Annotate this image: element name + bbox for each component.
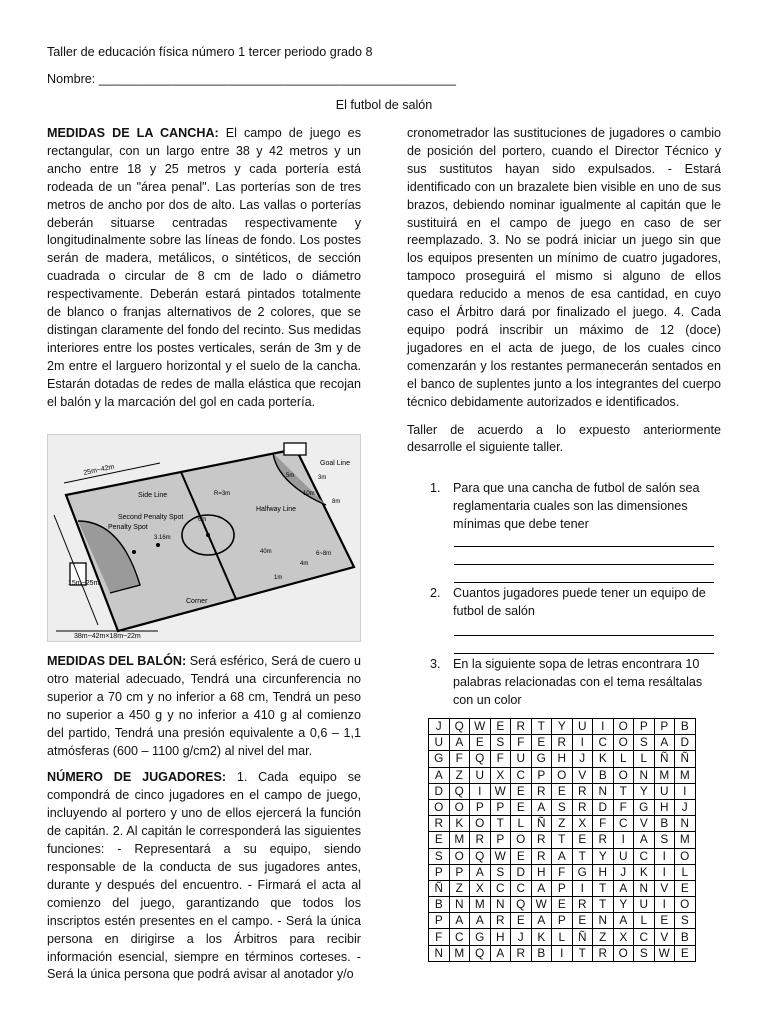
word-search-cell[interactable]: Ñ <box>531 816 552 832</box>
word-search-cell[interactable]: N <box>449 897 470 913</box>
word-search-cell[interactable]: B <box>675 929 696 945</box>
word-search-cell[interactable]: A <box>613 913 634 929</box>
word-search-cell[interactable]: G <box>470 929 491 945</box>
word-search-cell[interactable]: A <box>449 913 470 929</box>
word-search-cell[interactable]: V <box>634 816 655 832</box>
word-search-cell[interactable]: Y <box>634 783 655 799</box>
word-search-cell[interactable]: C <box>613 816 634 832</box>
word-search-row <box>429 735 696 751</box>
word-search-row <box>429 864 696 880</box>
word-search-row <box>429 783 696 799</box>
word-search-cell[interactable]: H <box>593 864 614 880</box>
word-search-cell[interactable]: L <box>511 816 532 832</box>
word-search-cell[interactable]: Ñ <box>429 880 450 896</box>
word-search-cell[interactable]: N <box>429 945 450 961</box>
word-search-cell[interactable]: E <box>470 735 491 751</box>
spec-label: 38m~42m×18m~22m <box>74 633 141 640</box>
word-search-cell[interactable]: G <box>634 799 655 815</box>
word-search-cell[interactable]: V <box>654 929 675 945</box>
word-search-cell[interactable]: W <box>490 848 511 864</box>
word-search-cell[interactable]: A <box>654 735 675 751</box>
word-search-cell[interactable]: S <box>429 848 450 864</box>
continuation-paragraph: cronometrador las sustituciones de jugadores o cambio de posición del portero, cuando el Director Técnico y sus sustitutos hayan sido expulsados. - Estará identificado con un brazalete bien visible en uno de sus brazos, debiendo nominar igualmente al capitán que le sustituirá en el campo de juego en caso de ser reemplazado. 3. No se podrá iniciar un juego sin que los equipos presenten un mínimo de cuatro jugadores, tampoco proseguirá el mismo si alguno de ellos quedara reducido a menos de esa cantidad, en cuyo caso el Árbitro dará por finalizado el juego. 4. Cada equipo podrá inscribir un máximo de 12 (doce) jugadores en el acta de juego, de los cuales cinco comenzarán y los restantes permanecerán sentados en el banco de suplentes junto a los integrantes del cuerpo técnico debidamente autorizados e identificados. <box>407 126 721 409</box>
question-3-number: 3. <box>430 657 441 671</box>
word-search-cell[interactable]: S <box>490 735 511 751</box>
word-search-cell[interactable]: Q <box>470 848 491 864</box>
word-search-cell[interactable]: X <box>572 816 593 832</box>
word-search-cell[interactable]: F <box>490 751 511 767</box>
word-search-cell[interactable]: O <box>449 848 470 864</box>
word-search-cell[interactable]: M <box>470 897 491 913</box>
dim-1m-label: 1m <box>274 575 283 581</box>
word-search-cell[interactable]: E <box>675 945 696 961</box>
word-search-cell[interactable]: O <box>613 945 634 961</box>
word-search-cell[interactable]: P <box>449 864 470 880</box>
word-search-cell[interactable]: A <box>552 848 573 864</box>
word-search-cell[interactable]: E <box>511 799 532 815</box>
word-search-cell[interactable]: C <box>634 929 655 945</box>
word-search-cell[interactable]: E <box>531 735 552 751</box>
answer-line[interactable] <box>454 564 714 565</box>
word-search-cell[interactable]: Y <box>552 719 573 735</box>
word-search-cell[interactable]: X <box>490 767 511 783</box>
word-search-cell[interactable]: S <box>634 735 655 751</box>
word-search-cell[interactable]: O <box>613 767 634 783</box>
word-search-row <box>429 848 696 864</box>
word-search-cell[interactable]: A <box>490 945 511 961</box>
word-search-cell[interactable]: F <box>613 799 634 815</box>
word-search-cell[interactable]: L <box>552 929 573 945</box>
word-search-cell[interactable]: K <box>593 751 614 767</box>
word-search-cell[interactable]: Ñ <box>675 751 696 767</box>
word-search-cell[interactable]: R <box>572 799 593 815</box>
dim-6m-label: 6m <box>198 517 207 523</box>
word-search-cell[interactable]: M <box>675 767 696 783</box>
word-search-cell[interactable]: N <box>634 767 655 783</box>
word-search-cell[interactable]: I <box>654 897 675 913</box>
dim-3m-label: 3m <box>318 475 327 481</box>
answer-line[interactable] <box>454 653 714 654</box>
word-search-cell[interactable]: P <box>552 913 573 929</box>
word-search-cell[interactable]: G <box>429 751 450 767</box>
word-search-cell[interactable]: R <box>552 735 573 751</box>
word-search-cell[interactable]: I <box>593 719 614 735</box>
word-search-cell[interactable]: Z <box>449 880 470 896</box>
word-search-cell[interactable]: R <box>470 832 491 848</box>
word-search-cell[interactable]: I <box>654 848 675 864</box>
word-search-cell[interactable]: C <box>511 880 532 896</box>
word-search-cell[interactable]: R <box>511 945 532 961</box>
word-search-row <box>429 816 696 832</box>
word-search-cell[interactable]: P <box>490 799 511 815</box>
length-label: 25m~42m <box>82 463 116 477</box>
word-search-cell[interactable]: K <box>531 929 552 945</box>
dim-6-8m-label: 6~8m <box>316 551 332 557</box>
word-search-cell[interactable]: P <box>552 880 573 896</box>
word-search-cell[interactable]: I <box>572 880 593 896</box>
word-search-cell[interactable]: U <box>654 783 675 799</box>
cancha-text: El campo de juego es rectangular, con un largo entre 38 y 42 metros y un ancho entre 18 y 25 metros y cada portería está rodeada de un "área penal". Las porterías son de tres metros de ancho por dos de alto. Las vallas o porterías deberán situarse centradas respectivamente y longitudinalmente sobre las líneas de fondo. Los postes serán de madera, metálicos, o sintéticos, de sección cuadrada o circular de 8 cm de lado o diámetro respectivamente. Deberán estará pintados totalmente de blanco o franjas alternativos de 2 colores, que se distingan claramente del fondo del recinto. Sus medidas interiores entre los postes verticales, serán de 3m y de 2m entre el larguero horizontal y el suelo de la cancha. Estarán dotadas de redes de malla elástica que recojan el balón y la marcación del gol en cada portería. <box>47 126 361 409</box>
word-search-cell[interactable]: U <box>429 735 450 751</box>
course-header: Taller de educación física número 1 tercer periodo grado 8 <box>47 45 373 59</box>
word-search-row <box>429 751 696 767</box>
second-penalty-label: Second Penalty Spot <box>118 514 184 521</box>
word-search-cell[interactable]: T <box>572 848 593 864</box>
word-search-cell[interactable]: O <box>511 832 532 848</box>
word-search-cell[interactable]: U <box>511 751 532 767</box>
word-search-cell[interactable]: B <box>654 816 675 832</box>
word-search-cell[interactable]: Q <box>449 783 470 799</box>
word-search-cell[interactable]: C <box>490 880 511 896</box>
left-column <box>47 125 361 421</box>
question-1-number: 1. <box>430 481 441 495</box>
word-search-cell[interactable]: L <box>675 864 696 880</box>
word-search-cell[interactable]: A <box>531 799 552 815</box>
word-search-cell[interactable]: A <box>634 832 655 848</box>
word-search-cell[interactable]: P <box>470 799 491 815</box>
word-search-cell[interactable]: A <box>449 735 470 751</box>
jugadores-paragraph <box>47 769 361 984</box>
word-search-cell[interactable]: U <box>572 719 593 735</box>
word-search-cell[interactable]: E <box>511 913 532 929</box>
word-search-cell[interactable]: S <box>675 913 696 929</box>
word-search-cell[interactable]: S <box>490 864 511 880</box>
word-search-cell[interactable]: N <box>593 913 614 929</box>
dim-5m-label: 5m <box>286 473 295 479</box>
word-search-cell[interactable]: R <box>511 719 532 735</box>
document-title: El futbol de salón <box>335 98 433 112</box>
answer-line[interactable] <box>454 582 714 583</box>
word-search-cell[interactable]: I <box>613 832 634 848</box>
word-search-cell[interactable]: I <box>654 864 675 880</box>
word-search-cell[interactable]: F <box>429 929 450 945</box>
word-search-row <box>429 880 696 896</box>
word-search-cell[interactable]: O <box>470 816 491 832</box>
word-search-cell[interactable]: A <box>613 880 634 896</box>
answer-line[interactable] <box>454 635 714 636</box>
name-field-label: Nombre: ___________________________________________________ <box>47 72 456 86</box>
dim-10m-label: 10m <box>303 491 315 497</box>
word-search-cell[interactable]: I <box>552 945 573 961</box>
cancha-heading: MEDIDAS DE LA CANCHA: <box>47 126 219 140</box>
word-search-cell[interactable]: N <box>634 880 655 896</box>
word-search-cell[interactable]: K <box>634 864 655 880</box>
word-search-cell[interactable]: X <box>613 929 634 945</box>
word-search-cell[interactable]: D <box>511 864 532 880</box>
word-search-cell[interactable]: O <box>675 897 696 913</box>
word-search-cell[interactable]: A <box>429 767 450 783</box>
word-search-cell[interactable]: E <box>552 783 573 799</box>
word-search-cell[interactable]: W <box>470 719 491 735</box>
word-search-cell[interactable]: H <box>552 751 573 767</box>
right-column <box>407 125 721 466</box>
word-search-cell[interactable]: H <box>490 929 511 945</box>
halfway-line-label: Halfway Line <box>256 506 297 513</box>
workshop-intro: Taller de acuerdo a lo expuesto anteriormente desarrolle el siguiente taller. <box>407 422 721 455</box>
word-search-cell[interactable]: I <box>675 783 696 799</box>
word-search-cell[interactable]: T <box>490 816 511 832</box>
word-search-cell[interactable]: Z <box>593 929 614 945</box>
word-search-cell[interactable]: E <box>552 897 573 913</box>
word-search-cell[interactable]: W <box>531 897 552 913</box>
word-search-cell[interactable]: M <box>675 832 696 848</box>
left-column-lower <box>47 653 361 993</box>
court-diagram <box>47 434 361 642</box>
word-search-cell[interactable]: A <box>531 880 552 896</box>
word-search-cell[interactable]: L <box>634 913 655 929</box>
word-search-cell[interactable]: W <box>490 783 511 799</box>
word-search-cell[interactable]: R <box>429 816 450 832</box>
word-search-cell[interactable]: G <box>572 864 593 880</box>
right-goal <box>284 443 306 455</box>
word-search-cell[interactable]: P <box>531 767 552 783</box>
word-search-cell[interactable]: P <box>429 913 450 929</box>
answer-line[interactable] <box>454 546 714 547</box>
word-search-cell[interactable]: R <box>572 783 593 799</box>
word-search-cell[interactable]: W <box>654 945 675 961</box>
word-search-cell[interactable]: N <box>593 783 614 799</box>
word-search-cell[interactable]: L <box>613 751 634 767</box>
word-search-cell[interactable]: C <box>511 767 532 783</box>
word-search-cell[interactable]: E <box>654 913 675 929</box>
word-search-cell[interactable]: Q <box>470 945 491 961</box>
word-search-cell[interactable]: X <box>470 880 491 896</box>
word-search-cell[interactable]: B <box>429 897 450 913</box>
word-search-cell[interactable]: O <box>449 799 470 815</box>
radius-label: R=3m <box>214 491 231 497</box>
word-search-cell[interactable]: T <box>613 783 634 799</box>
court-diagram-svg <box>48 435 360 641</box>
word-search-cell[interactable]: J <box>675 799 696 815</box>
word-search-cell[interactable]: P <box>634 719 655 735</box>
word-search-cell[interactable]: A <box>470 913 491 929</box>
word-search-row <box>429 767 696 783</box>
word-search-cell[interactable]: Z <box>449 767 470 783</box>
dim-4m-label: 4m <box>300 561 309 567</box>
word-search-cell[interactable]: Ñ <box>572 929 593 945</box>
word-search-cell[interactable]: P <box>429 864 450 880</box>
word-search-cell[interactable]: J <box>572 751 593 767</box>
goal-line-label: Goal Line <box>320 460 350 467</box>
balon-heading: MEDIDAS DEL BALÓN: <box>47 654 187 668</box>
word-search-cell[interactable]: Q <box>470 751 491 767</box>
word-search-cell[interactable]: O <box>675 848 696 864</box>
word-search-cell[interactable]: O <box>552 767 573 783</box>
word-search-cell[interactable]: M <box>449 945 470 961</box>
word-search-cell[interactable]: S <box>654 832 675 848</box>
word-search-cell[interactable]: M <box>449 832 470 848</box>
word-search-cell[interactable]: B <box>531 945 552 961</box>
word-search-cell[interactable]: E <box>572 832 593 848</box>
word-search-cell[interactable]: N <box>675 816 696 832</box>
word-search-cell[interactable]: F <box>511 735 532 751</box>
word-search-cell[interactable]: V <box>572 767 593 783</box>
word-search-cell[interactable]: D <box>429 783 450 799</box>
word-search-cell[interactable]: J <box>429 719 450 735</box>
word-search-cell[interactable]: C <box>634 848 655 864</box>
word-search-row <box>429 945 696 961</box>
word-search-cell[interactable]: R <box>490 913 511 929</box>
word-search-cell[interactable]: A <box>531 913 552 929</box>
word-search-cell[interactable]: R <box>531 832 552 848</box>
word-search-cell[interactable]: K <box>449 816 470 832</box>
word-search-cell[interactable]: U <box>613 848 634 864</box>
word-search-cell[interactable]: T <box>593 897 614 913</box>
word-search-cell[interactable]: D <box>675 735 696 751</box>
word-search-cell[interactable]: U <box>634 897 655 913</box>
word-search-row <box>429 929 696 945</box>
word-search-cell[interactable]: E <box>490 719 511 735</box>
question-2-number: 2. <box>430 586 441 600</box>
word-search-cell[interactable]: I <box>572 735 593 751</box>
dim-40m-label: 40m <box>260 549 272 555</box>
word-search-row <box>429 719 696 735</box>
word-search-cell[interactable]: P <box>654 719 675 735</box>
word-search-cell[interactable]: T <box>572 945 593 961</box>
word-search-cell[interactable]: Q <box>449 719 470 735</box>
word-search-cell[interactable]: R <box>593 945 614 961</box>
word-search-cell[interactable]: E <box>511 848 532 864</box>
word-search-cell[interactable]: M <box>654 767 675 783</box>
question-3-text: En la siguiente sopa de letras encontrara 10 palabras relacionadas con el tema resáltalas con un color <box>453 657 703 707</box>
jugadores-text: 1. Cada equipo se compondrá de cinco jugadores en el campo de juego, incluyendo al portero y uno de ellos ejercerá la función de capitán. 2. Al capitán le corresponderá las siguientes funciones: - Representará a su equipo, siendo responsable de la conducta de sus jugadores antes, durante y después del encuentro. - Firmará el acta al comienzo del juego, garantizando que todos los inscriptos estén presentes en el campo. - Será la única persona en dirigirse a los Árbitros para recibir información esencial, siempre en términos corteses. - Será la única persona que podrá avisar al anotador y/o <box>47 770 361 982</box>
word-search-row <box>429 897 696 913</box>
word-search-cell[interactable]: B <box>675 719 696 735</box>
word-search-cell[interactable]: A <box>470 864 491 880</box>
word-search-row <box>429 799 696 815</box>
word-search-cell[interactable]: R <box>531 848 552 864</box>
word-search-cell[interactable]: O <box>613 719 634 735</box>
word-search-cell[interactable]: Ñ <box>654 751 675 767</box>
word-search-row <box>429 913 696 929</box>
word-search-cell[interactable]: Y <box>593 848 614 864</box>
word-search-row <box>429 832 696 848</box>
question-2-text: Cuantos jugadores puede tener un equipo de futbol de salón <box>453 586 706 618</box>
dim-8m-label: 8m <box>332 499 341 505</box>
word-search-cell[interactable]: F <box>593 816 614 832</box>
word-search-cell[interactable]: N <box>490 897 511 913</box>
word-search-cell[interactable]: U <box>470 767 491 783</box>
word-search-cell[interactable]: O <box>613 735 634 751</box>
word-search-cell[interactable]: B <box>593 767 614 783</box>
word-search-cell[interactable]: P <box>490 832 511 848</box>
word-search-cell[interactable]: L <box>634 751 655 767</box>
word-search-cell[interactable]: C <box>449 929 470 945</box>
balon-text: Será esférico, Será de cuero u otro material adecuado, Tendrá una circunferencia no superior a 70 cm y no inferior a 68 cm, Tendrá un peso no superior a 450 g y no inferior a 410 g al comienzo del partido, Tendrá una presión equivalente a 0,6 – 1,1 atmósferas (600 – 1100 g/cm2) al nivel del mar. <box>47 654 361 758</box>
dim-316m-label: 3.16m <box>154 535 171 541</box>
word-search-cell[interactable]: S <box>634 945 655 961</box>
word-search-cell[interactable]: T <box>531 719 552 735</box>
corner-label: Corner <box>186 598 208 605</box>
word-search-cell[interactable]: Q <box>511 897 532 913</box>
word-search-cell[interactable]: E <box>675 880 696 896</box>
word-search-cell[interactable]: Y <box>613 897 634 913</box>
jugadores-heading: NÚMERO DE JUGADORES: <box>47 770 227 785</box>
word-search-cell[interactable]: J <box>613 864 634 880</box>
word-search-cell[interactable]: R <box>593 832 614 848</box>
word-search-cell[interactable]: Z <box>552 816 573 832</box>
word-search-cell[interactable]: T <box>552 832 573 848</box>
word-search-cell[interactable]: E <box>511 783 532 799</box>
cancha-paragraph <box>47 125 361 412</box>
word-search-cell[interactable]: E <box>572 913 593 929</box>
word-search-cell[interactable]: H <box>531 864 552 880</box>
word-search-cell[interactable]: I <box>470 783 491 799</box>
question-1-text: Para que una cancha de futbol de salón sea reglamentaria cuales son las dimensiones mínimas que debe tener <box>453 481 700 531</box>
word-search-cell[interactable]: V <box>654 880 675 896</box>
word-search-cell[interactable]: F <box>552 864 573 880</box>
word-search-cell[interactable]: D <box>593 799 614 815</box>
balon-paragraph <box>47 653 361 760</box>
word-search-grid <box>428 718 696 962</box>
word-search-cell[interactable]: R <box>531 783 552 799</box>
width-label: 15m~25m <box>68 580 100 587</box>
word-search-cell[interactable]: R <box>572 897 593 913</box>
side-line-label: Side Line <box>138 492 168 499</box>
word-search-cell[interactable]: T <box>593 880 614 896</box>
word-search-cell[interactable]: F <box>449 751 470 767</box>
word-search-cell[interactable]: H <box>654 799 675 815</box>
word-search-cell[interactable]: O <box>429 799 450 815</box>
penalty-spot-label: Penalty Spot <box>108 524 148 531</box>
word-search-cell[interactable]: J <box>511 929 532 945</box>
word-search-cell[interactable]: C <box>593 735 614 751</box>
word-search-cell[interactable]: S <box>552 799 573 815</box>
word-search-cell[interactable]: G <box>531 751 552 767</box>
word-search-cell[interactable]: E <box>429 832 450 848</box>
